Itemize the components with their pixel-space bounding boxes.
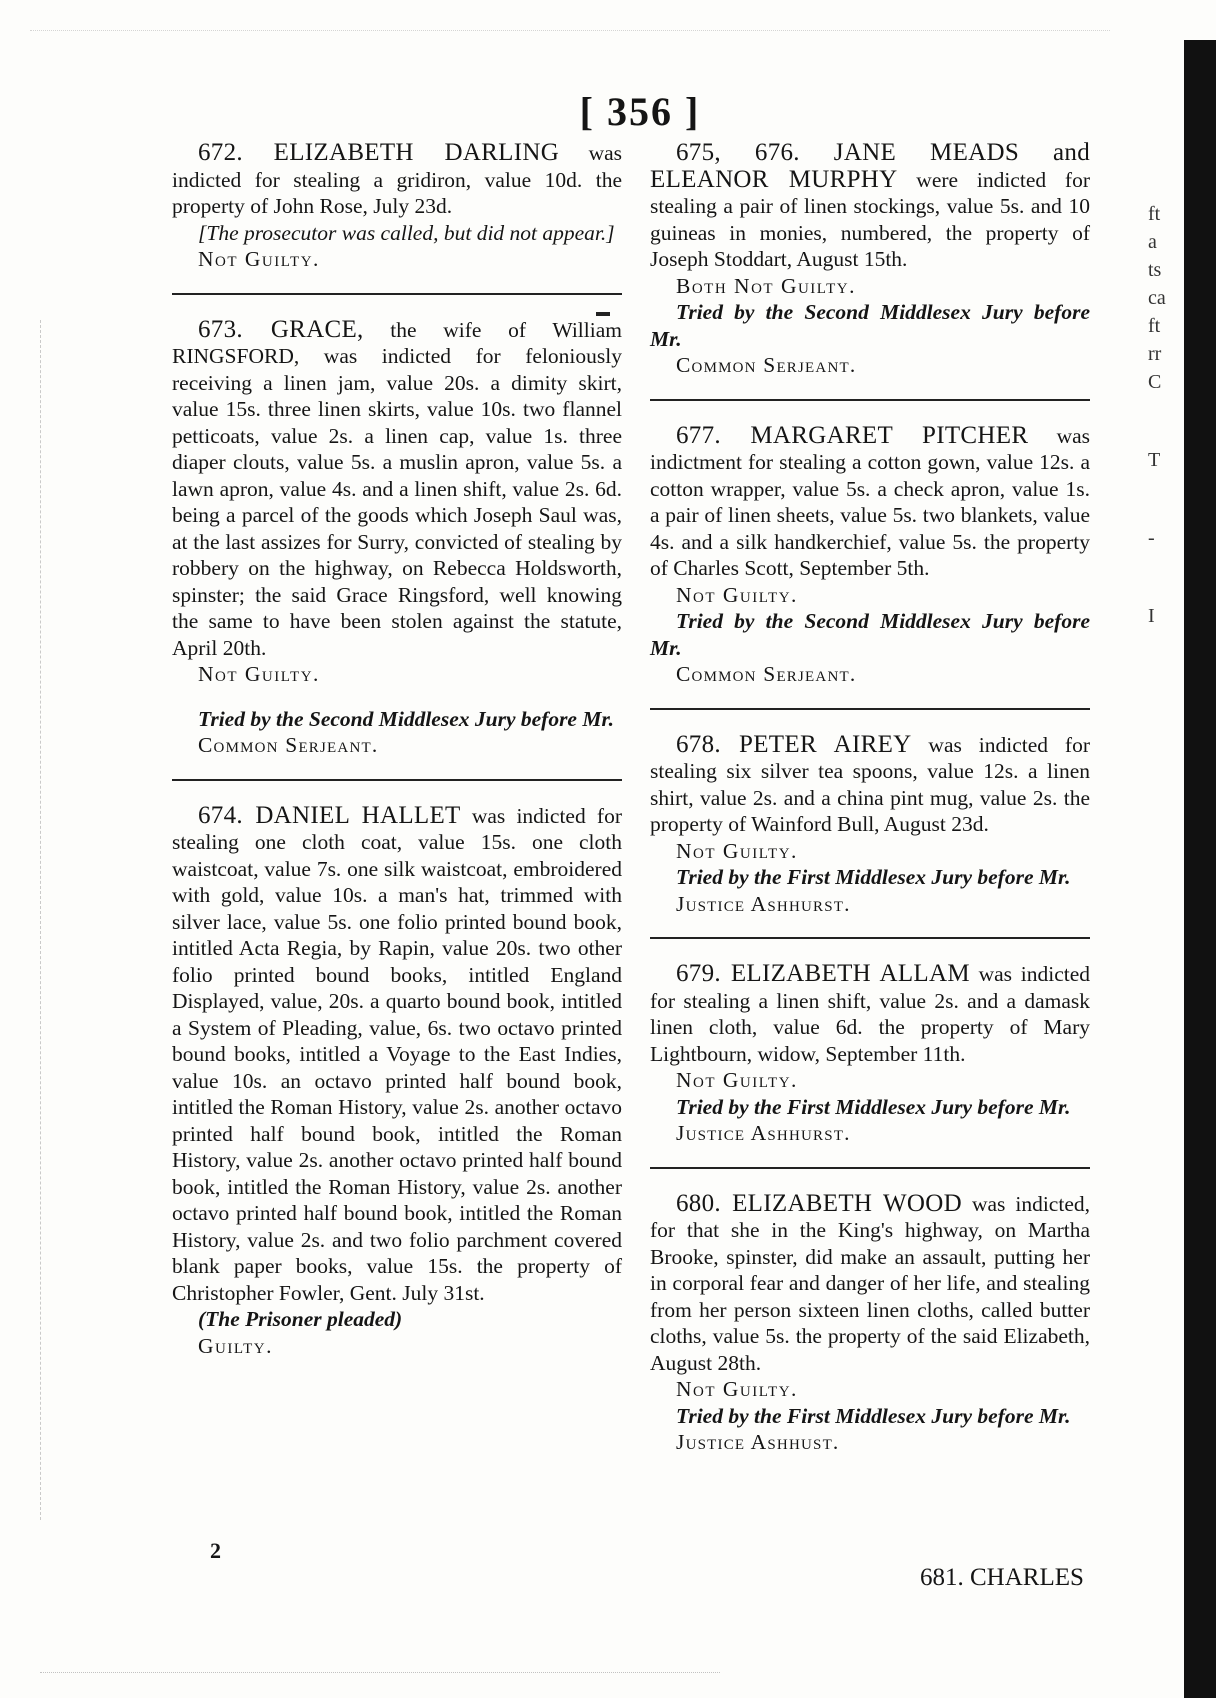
entry-paragraph xyxy=(650,732,1090,838)
judge: Justice Ashhurst. xyxy=(676,1121,851,1145)
signature-mark: 2 xyxy=(210,1538,221,1563)
margin-fragment: ts xyxy=(1148,259,1162,281)
scan-artifact-left xyxy=(40,320,51,1520)
judge: Justice Ashhust. xyxy=(676,1430,840,1454)
entry-text: was indicted for stealing one cloth coat, value 15s. one cloth waistcoat, value 7s. one silk waistcoat, embroidered with gold, value 10s. a man's hat, trimmed with silver lace, value 5s. one folio printed bound book, intitled Acta Regia, by Rapin, value 20s. two other folio printed bound books, intitled England Displayed, value, 20s. a quarto bound book, intitled a System of Pleading, value, 6s. two octavo printed bound books, intitled a Voyage to the East Indies, value 10s. an octavo printed half bound book, intitled the Roman History, value 2s. another octavo printed half bound book, intitled the Roman History, value 2s. another octavo printed half bound book, intitled the Roman History, value 2s. another octavo printed half bound book, intitled the Roman History, value 2s. and two folio parchment covered blank paper books, value 15s. the property of Christopher Fowler, Gent. July 31st. xyxy=(172,803,622,1305)
section-rule xyxy=(650,708,1090,710)
entry-675-676 xyxy=(650,140,1090,379)
section-rule xyxy=(172,293,622,295)
entry-673 xyxy=(172,317,622,759)
section-rule xyxy=(650,1167,1090,1169)
section-rule xyxy=(172,779,622,781)
page-number: [ 356 ] xyxy=(579,89,701,134)
entry-text: were indicted for stealing a pair of linen stockings, value 5s. and 10 guineas in monies, numbered, the property of Joseph Stoddart, August 15th. xyxy=(650,167,1090,271)
verdict: Not Guilty. xyxy=(676,582,798,607)
trial-court: Tried by the Second Middlesex Jury before Mr. xyxy=(650,609,1090,660)
margin-fragment: ft xyxy=(1148,203,1161,225)
entry-677 xyxy=(650,423,1090,688)
margin-fragment: T xyxy=(1148,449,1161,471)
verdict: Guilty. xyxy=(198,1333,274,1358)
trial-court: Tried by the Second Middlesex Jury before Mr. xyxy=(198,706,615,731)
verdict: Both Not Guilty. xyxy=(676,273,856,298)
entry-paragraph xyxy=(650,140,1090,273)
entry-note: (The Prisoner pleaded) xyxy=(198,1307,403,1331)
judge: Common Serjeant. xyxy=(676,662,857,686)
trial-court: Tried by the Second Middlesex Jury before Mr. xyxy=(650,300,1090,351)
entry-680 xyxy=(650,1191,1090,1456)
scan-artifact-top xyxy=(30,12,1110,31)
entry-text: was indicted for stealing a gridiron, value 10d. the property of John Rose, July 23d. xyxy=(172,141,622,218)
entry-heading: 672. ELIZABETH DARLING xyxy=(198,139,560,166)
judge: Common Serjeant. xyxy=(198,733,379,757)
margin-fragment: a xyxy=(1148,231,1157,253)
trial-court: Tried by the First Middlesex Jury before Mr. xyxy=(676,1403,1071,1428)
margin-fragment: rr xyxy=(1148,343,1162,365)
entry-paragraph xyxy=(172,140,622,220)
entry-paragraph xyxy=(650,423,1090,582)
entry-heading: 680. ELIZABETH WOOD xyxy=(676,1189,962,1217)
entry-text: was indicted for stealing a linen shift, value 2s. and a damask linen cloth, value 6d. the property of Mary Lightbourn, widow, September 11th. xyxy=(650,962,1090,1066)
entry-heading: 675, 676. JANE MEADS and ELEANOR MURPHY xyxy=(650,139,1090,193)
section-rule xyxy=(650,399,1090,401)
catchword: 681. CHARLES xyxy=(920,1564,1084,1591)
entry-heading: 674. DANIEL HALLET xyxy=(198,801,461,829)
entry-text: was indicted, for that she in the King's highway, on Martha Brooke, spinster, did make an assault, putting her in corporal fear and danger of her life, and stealing from her person sixteen linen cloths, called butter cloths, value 5s. the property of the said Elizabeth, August 28th. xyxy=(650,1191,1090,1375)
entry-heading: 677. MARGARET PITCHER xyxy=(676,421,1029,449)
entry-heading: 678. PETER AIREY xyxy=(676,730,912,758)
verdict: Not Guilty. xyxy=(676,1377,798,1401)
verdict: Not Guilty. xyxy=(676,1068,798,1092)
margin-fragment: I xyxy=(1148,605,1155,627)
entry-heading: 673. GRACE, xyxy=(198,315,364,343)
entry-paragraph xyxy=(650,1191,1090,1377)
entry-heading: 679. ELIZABETH ALLAM xyxy=(676,960,970,987)
entry-paragraph xyxy=(172,317,622,662)
entry-note: [The prosecutor was called, but did not appear.] xyxy=(198,220,615,245)
verdict: Not Guilty. xyxy=(198,247,320,271)
entry-672 xyxy=(172,140,622,273)
entry-text: was indicted for stealing six silver tea spoons, value 12s. a linen shirt, value 2s. and a china pint mug, value 2s. the property of Wainford Bull, August 23d. xyxy=(650,732,1090,836)
margin-fragment: ft xyxy=(1148,315,1161,337)
section-rule xyxy=(650,937,1090,939)
entry-paragraph xyxy=(172,803,622,1307)
margin-fragment: - xyxy=(1148,527,1155,549)
right-column xyxy=(650,140,1090,1456)
verdict: Not Guilty. xyxy=(676,838,798,863)
verdict: Not Guilty. xyxy=(198,662,320,686)
entry-paragraph xyxy=(650,961,1090,1067)
trial-court: Tried by the First Middlesex Jury before Mr. xyxy=(676,865,1071,889)
judge: Common Serjeant. xyxy=(676,353,857,377)
entry-674 xyxy=(172,803,622,1360)
trial-court: Tried by the First Middlesex Jury before Mr. xyxy=(676,1094,1071,1119)
margin-fragment: C xyxy=(1148,371,1162,393)
entry-679 xyxy=(650,961,1090,1147)
entry-678 xyxy=(650,732,1090,918)
left-column xyxy=(172,140,622,1359)
judge: Justice Ashhurst. xyxy=(676,891,851,916)
adjacent-page-margin xyxy=(1148,200,1178,630)
scan-artifact-bottom xyxy=(40,1672,720,1679)
entry-text: was indictment for stealing a cotton gown, value 12s. a cotton wrapper, value 5s. a check apron, value 1s. a pair of linen sheets, value 5s. two blankets, value 4s. and a silk handkerchief, value 5s. the property of Charles Scott, September 5th. xyxy=(650,423,1090,580)
entry-text: the wife of William RINGSFORD, was indicted for feloniously receiving a linen jam, value 20s. a dimity skirt, value 15s. three linen skirts, value 10s. two flannel petticoats, value 2s. a linen cap, value 1s. three diaper clouts, value 5s. a muslin apron, value 5s. a lawn apron, value 4s. and a linen shift, value 2s. 6d. being a parcel of the goods which Joseph Saul was, at the last assizes for Surry, convicted of stealing by robbery on the highway, on Rebecca Holdsworth, spinster; the said Grace Ringsford, well knowing the same to have been stolen against the statute, April 20th. xyxy=(172,317,622,660)
binding-shadow xyxy=(1184,40,1216,1698)
margin-fragment: ca xyxy=(1148,287,1166,309)
